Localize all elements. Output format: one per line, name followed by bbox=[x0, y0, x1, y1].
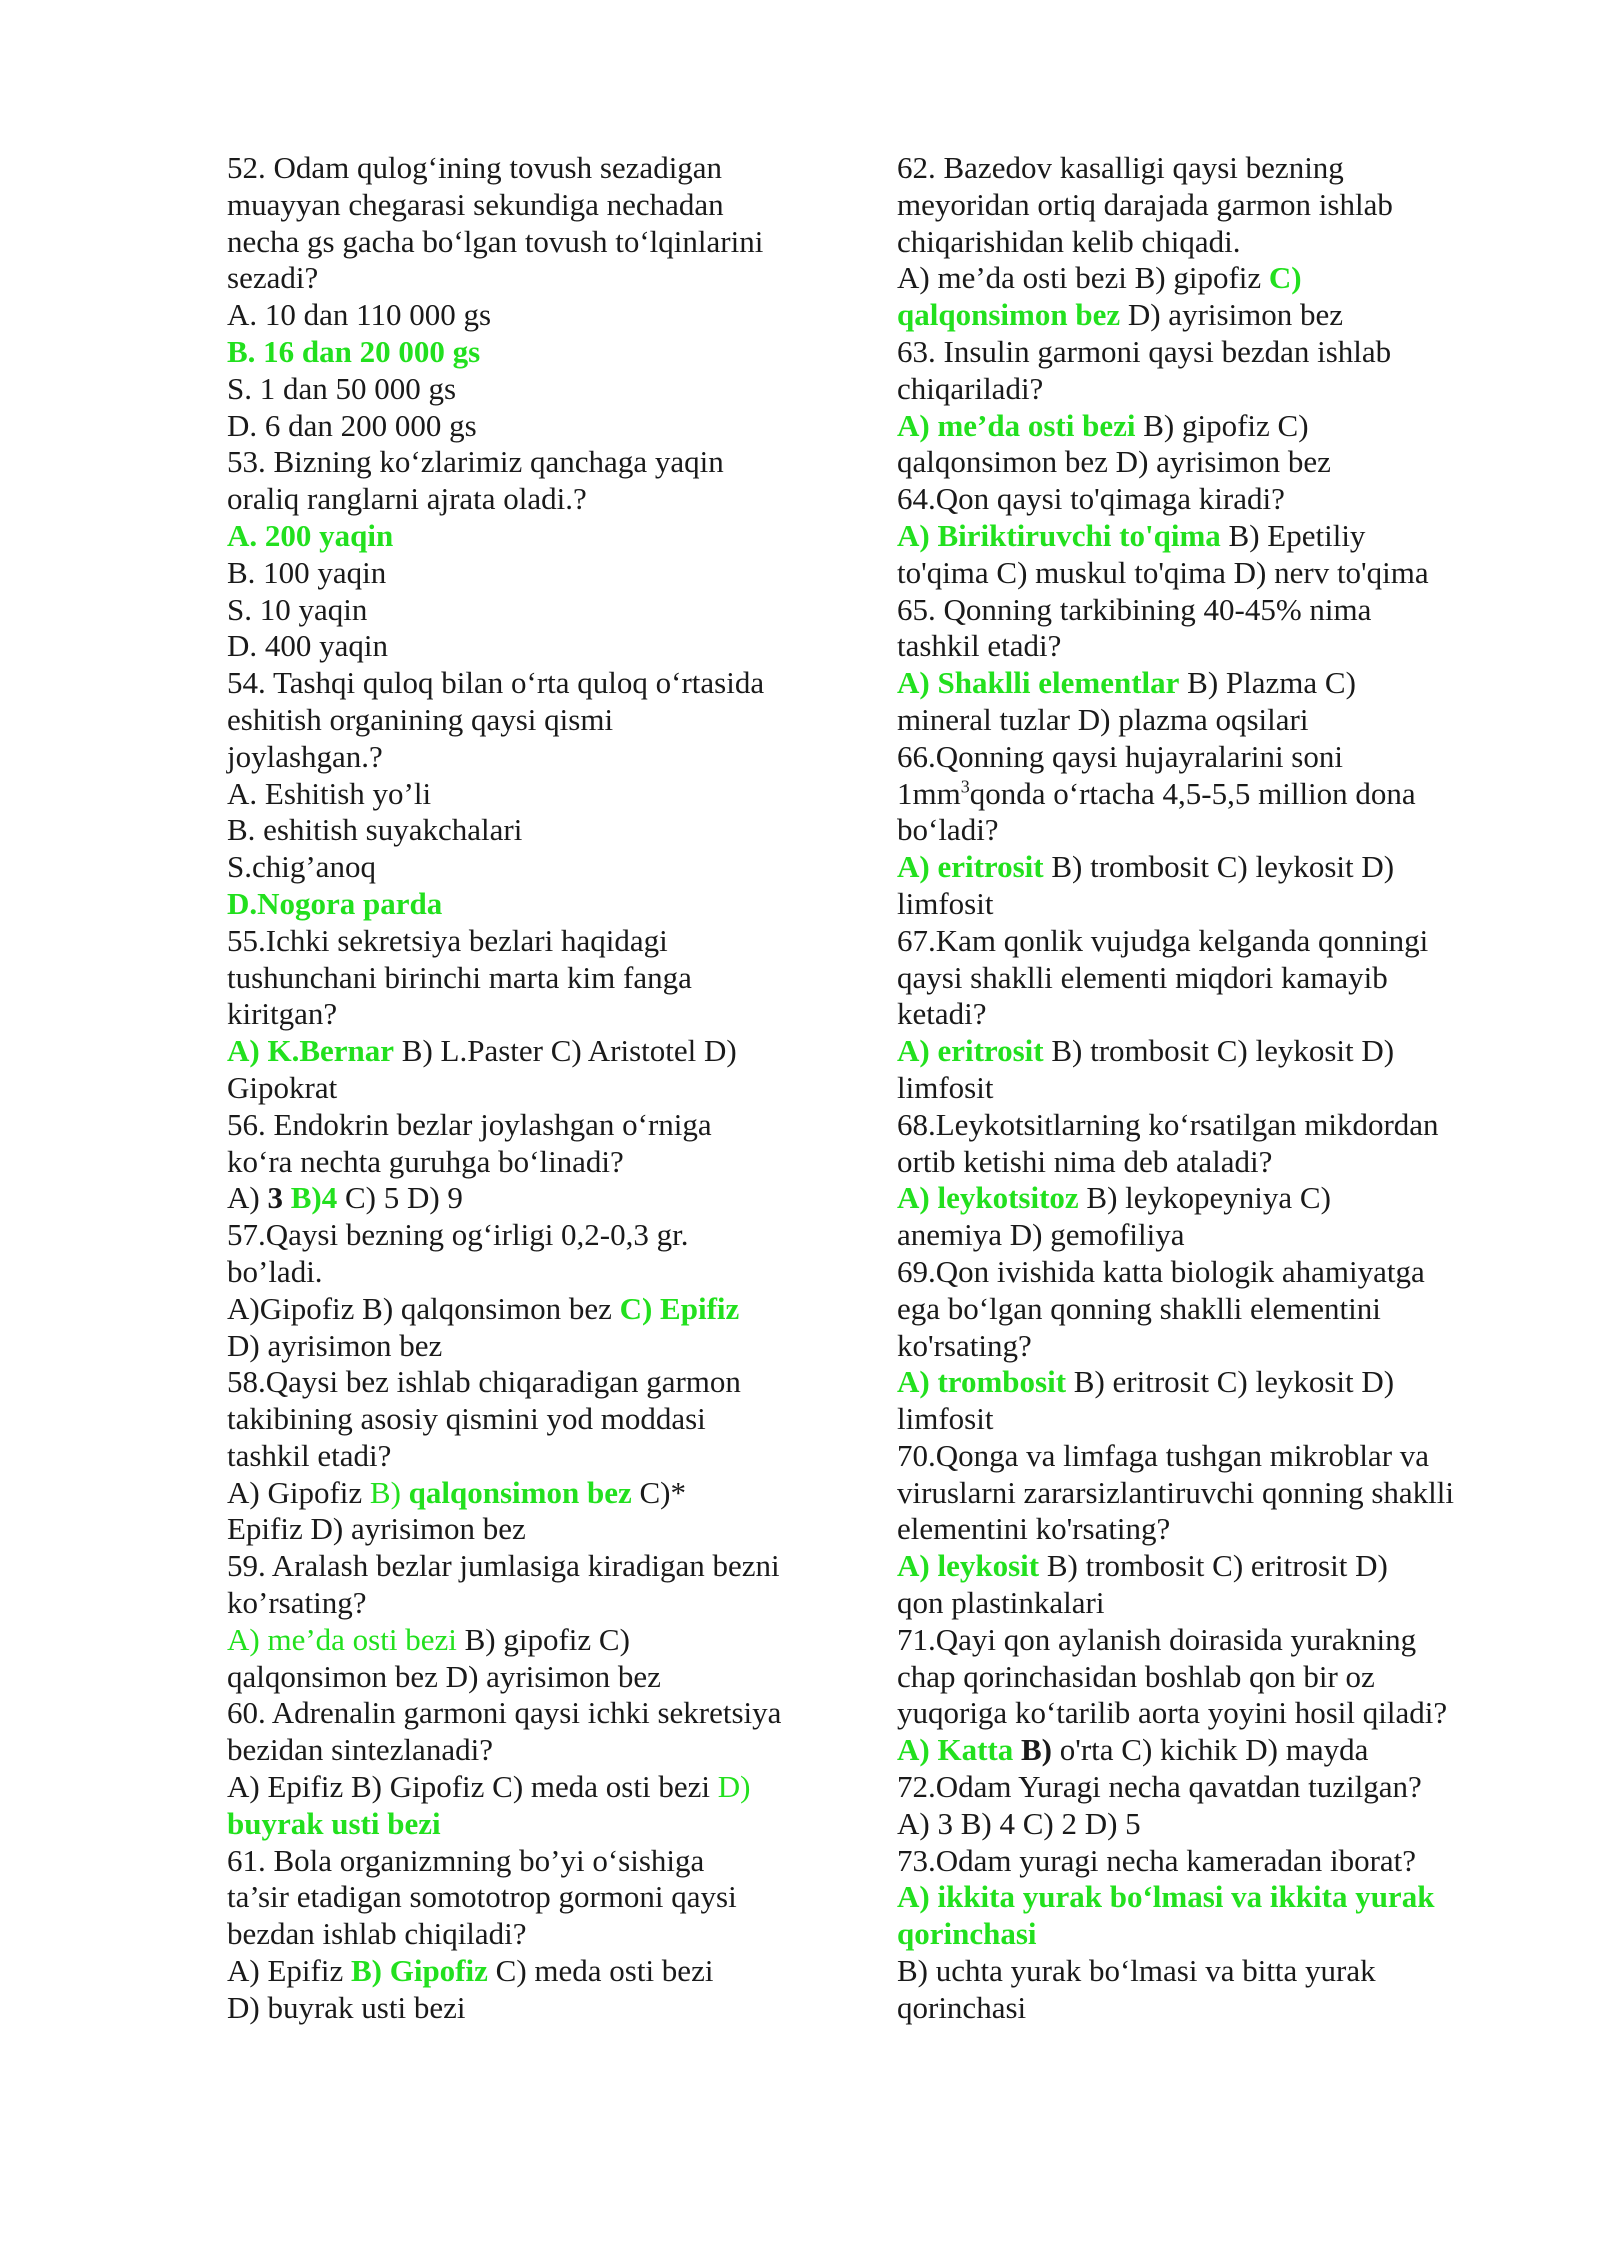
text-line bbox=[227, 1659, 827, 1696]
text-run: B) gipofiz C) bbox=[1135, 407, 1309, 443]
highlighted-answer: A) eritrosit bbox=[897, 1033, 1044, 1069]
text-line bbox=[897, 1511, 1497, 1548]
text-line bbox=[897, 444, 1497, 481]
text-line bbox=[227, 297, 827, 334]
text-line bbox=[897, 1769, 1497, 1806]
text-line bbox=[897, 150, 1497, 187]
text-line bbox=[897, 1364, 1497, 1401]
text-line bbox=[227, 1364, 827, 1401]
text-run: kiritgan? bbox=[227, 996, 338, 1032]
text-run: A) me’da osti bezi B) gipofiz bbox=[897, 260, 1269, 296]
text-line bbox=[227, 408, 827, 445]
text-line bbox=[897, 960, 1497, 997]
text-line bbox=[227, 1585, 827, 1622]
text-run: A) Epifiz B) Gipofiz C) meda osti bezi bbox=[227, 1769, 718, 1805]
text-line bbox=[897, 1659, 1497, 1696]
text-run: Epifiz D) ayrisimon bez bbox=[227, 1511, 526, 1547]
text-run: 66.Qonning qaysi hujayralarini soni bbox=[897, 738, 1343, 774]
highlighted-answer: A) ikkita yurak bo‘lmasi va ikkita yurak bbox=[897, 1879, 1435, 1915]
text-line bbox=[227, 1291, 827, 1328]
text-run: 73.Odam yuragi necha kameradan iborat? bbox=[897, 1842, 1417, 1878]
text-line bbox=[227, 1843, 827, 1880]
text-run: 57.Qaysi bezning og‘irligi 0,2-0,3 gr. bbox=[227, 1217, 689, 1253]
text-line bbox=[227, 1879, 827, 1916]
text-line bbox=[227, 1144, 827, 1181]
text-line bbox=[897, 297, 1497, 334]
text-run: 3 bbox=[960, 776, 970, 797]
text-line bbox=[227, 1769, 827, 1806]
text-line bbox=[897, 260, 1497, 297]
highlighted-answer: C) bbox=[1268, 260, 1302, 296]
text-line bbox=[227, 702, 827, 739]
text-run: bo‘ladi? bbox=[897, 812, 999, 848]
text-run: B) uchta yurak bo‘lmasi va bitta yurak bbox=[897, 1953, 1376, 1989]
text-line bbox=[227, 444, 827, 481]
text-run: bezdan ishlab chiqiladi? bbox=[227, 1916, 527, 1952]
text-run: A) Gipofiz bbox=[227, 1474, 370, 1510]
text-run: qaysi shaklli elementi miqdori kamayib bbox=[897, 959, 1388, 995]
text-line bbox=[897, 518, 1497, 555]
text-line bbox=[227, 224, 827, 261]
text-run: elementini ko'rsating? bbox=[897, 1511, 1171, 1547]
text-run: mineral tuzlar D) plazma oqsilari bbox=[897, 701, 1309, 737]
text-line bbox=[897, 739, 1497, 776]
text-line bbox=[897, 812, 1497, 849]
text-run: B) leykopeyniya C) bbox=[1078, 1180, 1331, 1216]
text-line bbox=[227, 960, 827, 997]
highlighted-answer: qalqonsimon bez bbox=[897, 297, 1121, 333]
highlighted-answer: A) me’da osti bezi bbox=[897, 407, 1136, 443]
text-run: D) ayrisimon bez bbox=[1120, 297, 1344, 333]
text-run: S. 10 yaqin bbox=[227, 591, 368, 627]
text-run: B) eritrosit C) leykosit D) bbox=[1066, 1364, 1395, 1400]
text-run: qalqonsimon bez D) ayrisimon bez bbox=[897, 444, 1331, 480]
text-run: joylashgan.? bbox=[227, 738, 383, 774]
text-run: 70.Qonga va limfaga tushgan mikroblar va bbox=[897, 1437, 1430, 1473]
text-run: 72.Odam Yuragi necha qavatdan tuzilgan? bbox=[897, 1769, 1422, 1805]
highlighted-answer: D.Nogora parda bbox=[227, 885, 443, 921]
text-line bbox=[897, 996, 1497, 1033]
text-run: tashkil etadi? bbox=[227, 1437, 392, 1473]
highlighted-answer: A) Shaklli elementlar bbox=[897, 665, 1180, 701]
text-run: 55.Ichki sekretsiya bezlari haqidagi bbox=[227, 922, 668, 958]
text-run: B) Epetiliy bbox=[1220, 517, 1366, 553]
text-run: ega bo‘lgan qonning shaklli elementini bbox=[897, 1290, 1381, 1326]
text-line bbox=[897, 1622, 1497, 1659]
text-run: tushunchani birinchi marta kim fanga bbox=[227, 959, 692, 995]
text-line bbox=[897, 628, 1497, 665]
highlighted-answer: A) Biriktiruvchi to'qima bbox=[897, 517, 1221, 553]
highlighted-answer: A. 200 yaqin bbox=[227, 517, 394, 553]
text-run: ko’rsating? bbox=[227, 1585, 367, 1621]
text-line bbox=[227, 1953, 827, 1990]
text-run: qon plastinkalari bbox=[897, 1585, 1105, 1621]
text-run: 59. Aralash bezlar jumlasiga kiradigan bezni bbox=[227, 1548, 780, 1584]
text-run: ta’sir etadigan somototrop gormoni qaysi bbox=[227, 1879, 737, 1915]
text-line bbox=[897, 224, 1497, 261]
text-run: anemiya D) gemofiliya bbox=[897, 1217, 1185, 1253]
text-line bbox=[897, 334, 1497, 371]
text-run: 58.Qaysi bez ishlab chiqaradigan garmon bbox=[227, 1364, 741, 1400]
text-run: B) gipofiz C) bbox=[456, 1621, 630, 1657]
text-line bbox=[897, 1732, 1497, 1769]
highlighted-answer: buyrak usti bezi bbox=[227, 1805, 441, 1841]
text-run: limfosit bbox=[897, 1069, 994, 1105]
text-run: S. 1 dan 50 000 gs bbox=[227, 370, 457, 406]
text-run: qalqonsimon bez D) ayrisimon bez bbox=[227, 1658, 661, 1694]
text-line bbox=[227, 1254, 827, 1291]
text-line bbox=[227, 1070, 827, 1107]
text-line bbox=[227, 371, 827, 408]
text-line bbox=[897, 1843, 1497, 1880]
text-line bbox=[227, 1180, 827, 1217]
text-line bbox=[897, 1401, 1497, 1438]
text-line bbox=[897, 1916, 1497, 1953]
text-line bbox=[897, 187, 1497, 224]
text-run: chap qorinchasidan boshlab qon bir oz bbox=[897, 1658, 1375, 1694]
highlighted-answer: A) trombosit bbox=[897, 1364, 1067, 1400]
text-run: C) 5 D) 9 bbox=[337, 1180, 463, 1216]
text-run: 52. Odam qulog‘ining tovush sezadigan bbox=[227, 150, 723, 185]
text-line bbox=[897, 1107, 1497, 1144]
text-line bbox=[897, 1328, 1497, 1365]
text-run: 54. Tashqi quloq bilan o‘rta quloq o‘rtasida bbox=[227, 665, 765, 701]
text-line bbox=[227, 1401, 827, 1438]
text-line bbox=[897, 702, 1497, 739]
text-run: viruslarni zararsizlantiruvchi qonning shaklli bbox=[897, 1474, 1454, 1510]
text-run: D. 400 yaqin bbox=[227, 628, 389, 664]
text-run: B) Plazma C) bbox=[1179, 665, 1356, 701]
text-line bbox=[897, 408, 1497, 445]
text-line bbox=[897, 886, 1497, 923]
text-run: Gipokrat bbox=[227, 1069, 338, 1105]
text-line bbox=[227, 1107, 827, 1144]
text-line bbox=[227, 739, 827, 776]
text-run: 64.Qon qaysi to'qimaga kiradi? bbox=[897, 481, 1285, 517]
text-line bbox=[897, 1144, 1497, 1181]
highlighted-answer: A) leykosit bbox=[897, 1548, 1040, 1584]
text-run: 71.Qayi qon aylanish doirasida yurakning bbox=[897, 1621, 1417, 1657]
text-run: 61. Bola organizmning bo’yi o‘sishiga bbox=[227, 1842, 705, 1878]
text-line bbox=[897, 1585, 1497, 1622]
text-line bbox=[897, 592, 1497, 629]
text-run: B) bbox=[1020, 1732, 1052, 1768]
text-run: A)Gipofiz B) qalqonsimon bez bbox=[227, 1290, 620, 1326]
text-run: B) trombosit C) leykosit D) bbox=[1043, 1033, 1395, 1069]
text-line bbox=[227, 1438, 827, 1475]
text-run: 65. Qonning tarkibining 40-45% nima bbox=[897, 591, 1372, 627]
text-run: B) L.Paster C) Aristotel D) bbox=[394, 1033, 737, 1069]
text-run: meyoridan ortiq darajada garmon ishlab bbox=[897, 186, 1393, 222]
text-run: ko‘ra nechta guruhga bo‘linadi? bbox=[227, 1143, 624, 1179]
text-run: 67.Kam qonlik vujudga kelganda qonningi bbox=[897, 922, 1429, 958]
text-line bbox=[227, 1511, 827, 1548]
text-line bbox=[227, 923, 827, 960]
text-run: to'qima C) muskul to'qima D) nerv to'qima bbox=[897, 554, 1429, 590]
highlighted-answer: A) eritrosit bbox=[897, 849, 1044, 885]
text-line bbox=[227, 1548, 827, 1585]
text-line bbox=[897, 1548, 1497, 1585]
text-run: eshitish organining qaysi qismi bbox=[227, 701, 614, 737]
highlighted-answer: A) K.Bernar bbox=[227, 1033, 395, 1069]
text-line bbox=[227, 1217, 827, 1254]
highlighted-answer: qalqonsimon bez bbox=[400, 1474, 632, 1510]
text-run: bo’ladi. bbox=[227, 1253, 323, 1289]
text-line bbox=[897, 1695, 1497, 1732]
text-run: B) trombosit C) eritrosit D) bbox=[1039, 1548, 1388, 1584]
text-line bbox=[227, 1732, 827, 1769]
text-run: yuqoriga ko‘tarilib aorta yoyini hosil qiladi? bbox=[897, 1695, 1448, 1731]
highlighted-answer: B. 16 dan 20 000 gs bbox=[227, 333, 481, 369]
highlighted-answer: A) Katta bbox=[897, 1732, 1014, 1768]
text-run: ortib ketishi nima deb ataladi? bbox=[897, 1143, 1273, 1179]
text-line bbox=[897, 1291, 1497, 1328]
text-line bbox=[227, 628, 827, 665]
text-line bbox=[227, 334, 827, 371]
text-line bbox=[897, 1438, 1497, 1475]
text-line bbox=[897, 1033, 1497, 1070]
text-run: D) ayrisimon bez bbox=[227, 1327, 443, 1363]
text-run: B. 100 yaqin bbox=[227, 554, 387, 590]
right-column bbox=[897, 150, 1497, 2027]
text-run: A. 10 dan 110 000 gs bbox=[227, 297, 492, 333]
text-line bbox=[227, 849, 827, 886]
text-run: S.chig’anoq bbox=[227, 849, 376, 885]
text-run: A) bbox=[227, 1180, 268, 1216]
text-run: oraliq ranglarni ajrata oladi.? bbox=[227, 481, 587, 517]
text-run: D) buyrak usti bezi bbox=[227, 1989, 466, 2025]
text-run: chiqariladi? bbox=[897, 370, 1044, 406]
text-line bbox=[227, 518, 827, 555]
highlighted-answer: A) me’da osti bezi bbox=[227, 1621, 457, 1657]
text-line bbox=[897, 1806, 1497, 1843]
text-run: C) meda osti bezi bbox=[487, 1953, 714, 1989]
text-line bbox=[227, 1916, 827, 1953]
text-line bbox=[897, 1217, 1497, 1254]
text-line bbox=[897, 371, 1497, 408]
text-line bbox=[227, 1990, 827, 2027]
text-run: necha gs gacha bo‘lgan tovush to‘lqinlarini bbox=[227, 223, 764, 259]
highlighted-answer: C) Epifiz bbox=[619, 1290, 740, 1326]
text-run: A. Eshitish yo’li bbox=[227, 775, 432, 811]
text-line bbox=[897, 665, 1497, 702]
text-line bbox=[897, 1990, 1497, 2027]
highlighted-answer: B)4 bbox=[290, 1180, 338, 1216]
text-line bbox=[897, 481, 1497, 518]
text-run: A) 3 B) 4 C) 2 D) 5 bbox=[897, 1805, 1141, 1841]
text-line bbox=[227, 776, 827, 813]
text-line bbox=[227, 1622, 827, 1659]
text-run: ketadi? bbox=[897, 996, 987, 1032]
text-run: B) trombosit C) leykosit D) bbox=[1043, 849, 1395, 885]
text-run: bezidan sintezlanadi? bbox=[227, 1732, 493, 1768]
text-line bbox=[897, 1254, 1497, 1291]
text-run: 68.Leykotsitlarning ko‘rsatilgan mikdordan bbox=[897, 1106, 1439, 1142]
text-line bbox=[227, 481, 827, 518]
text-run: o'rta C) kichik D) mayda bbox=[1051, 1732, 1369, 1768]
highlighted-answer: A) leykotsitoz bbox=[897, 1180, 1079, 1216]
text-line bbox=[227, 1328, 827, 1365]
text-line bbox=[227, 555, 827, 592]
text-line bbox=[227, 812, 827, 849]
text-run: D. 6 dan 200 000 gs bbox=[227, 407, 477, 443]
text-line bbox=[897, 1879, 1497, 1916]
text-run: muayyan chegarasi sekundiga nechadan bbox=[227, 186, 724, 222]
text-run: 60. Adrenalin garmoni qaysi ichki sekretsiya bbox=[227, 1695, 782, 1731]
text-line bbox=[227, 187, 827, 224]
text-run: C)* bbox=[631, 1474, 686, 1510]
text-run: limfosit bbox=[897, 1401, 994, 1437]
text-run: 69.Qon ivishida katta biologik ahamiyatga bbox=[897, 1253, 1425, 1289]
text-run: A) Epifiz bbox=[227, 1953, 351, 1989]
text-line bbox=[227, 260, 827, 297]
text-line bbox=[897, 849, 1497, 886]
text-run: 56. Endokrin bezlar joylashgan o‘rniga bbox=[227, 1106, 712, 1142]
text-run: B. eshitish suyakchalari bbox=[227, 812, 523, 848]
left-column bbox=[227, 150, 827, 2027]
text-run: 1mm bbox=[897, 775, 961, 811]
highlighted-answer: qorinchasi bbox=[897, 1916, 1037, 1952]
text-line bbox=[227, 1695, 827, 1732]
text-run: limfosit bbox=[897, 885, 994, 921]
text-line bbox=[897, 1070, 1497, 1107]
highlighted-answer: B) bbox=[369, 1474, 401, 1510]
text-run: sezadi? bbox=[227, 260, 319, 296]
text-run: 63. Insulin garmoni qaysi bezdan ishlab bbox=[897, 333, 1392, 369]
text-line bbox=[897, 923, 1497, 960]
text-run: qorinchasi bbox=[897, 1989, 1027, 2025]
text-run bbox=[283, 1180, 291, 1215]
text-line bbox=[227, 1475, 827, 1512]
text-run: 53. Bizning ko‘zlarimiz qanchaga yaqin bbox=[227, 444, 724, 480]
text-run bbox=[1013, 1732, 1021, 1767]
highlighted-answer: B) Gipofiz bbox=[350, 1953, 488, 1989]
highlighted-answer: D) bbox=[717, 1769, 751, 1805]
text-run: chiqarishidan kelib chiqadi. bbox=[897, 223, 1241, 259]
text-line bbox=[227, 592, 827, 629]
text-line bbox=[227, 150, 827, 187]
text-run: takibining asosiy qismini yod moddasi bbox=[227, 1401, 706, 1437]
text-line bbox=[897, 776, 1497, 813]
text-run: tashkil etadi? bbox=[897, 628, 1062, 664]
text-line bbox=[897, 1180, 1497, 1217]
text-line bbox=[227, 665, 827, 702]
text-line bbox=[227, 1806, 827, 1843]
text-line bbox=[227, 886, 827, 923]
text-run: 62. Bazedov kasalligi qaysi bezning bbox=[897, 150, 1344, 185]
text-run: 3 bbox=[267, 1180, 283, 1216]
text-line bbox=[897, 1475, 1497, 1512]
text-run: ko'rsating? bbox=[897, 1327, 1032, 1363]
text-line bbox=[227, 996, 827, 1033]
text-line bbox=[897, 1953, 1497, 1990]
text-line bbox=[897, 555, 1497, 592]
text-run: qonda o‘rtacha 4,5-5,5 million dona bbox=[969, 775, 1416, 811]
text-line bbox=[227, 1033, 827, 1070]
